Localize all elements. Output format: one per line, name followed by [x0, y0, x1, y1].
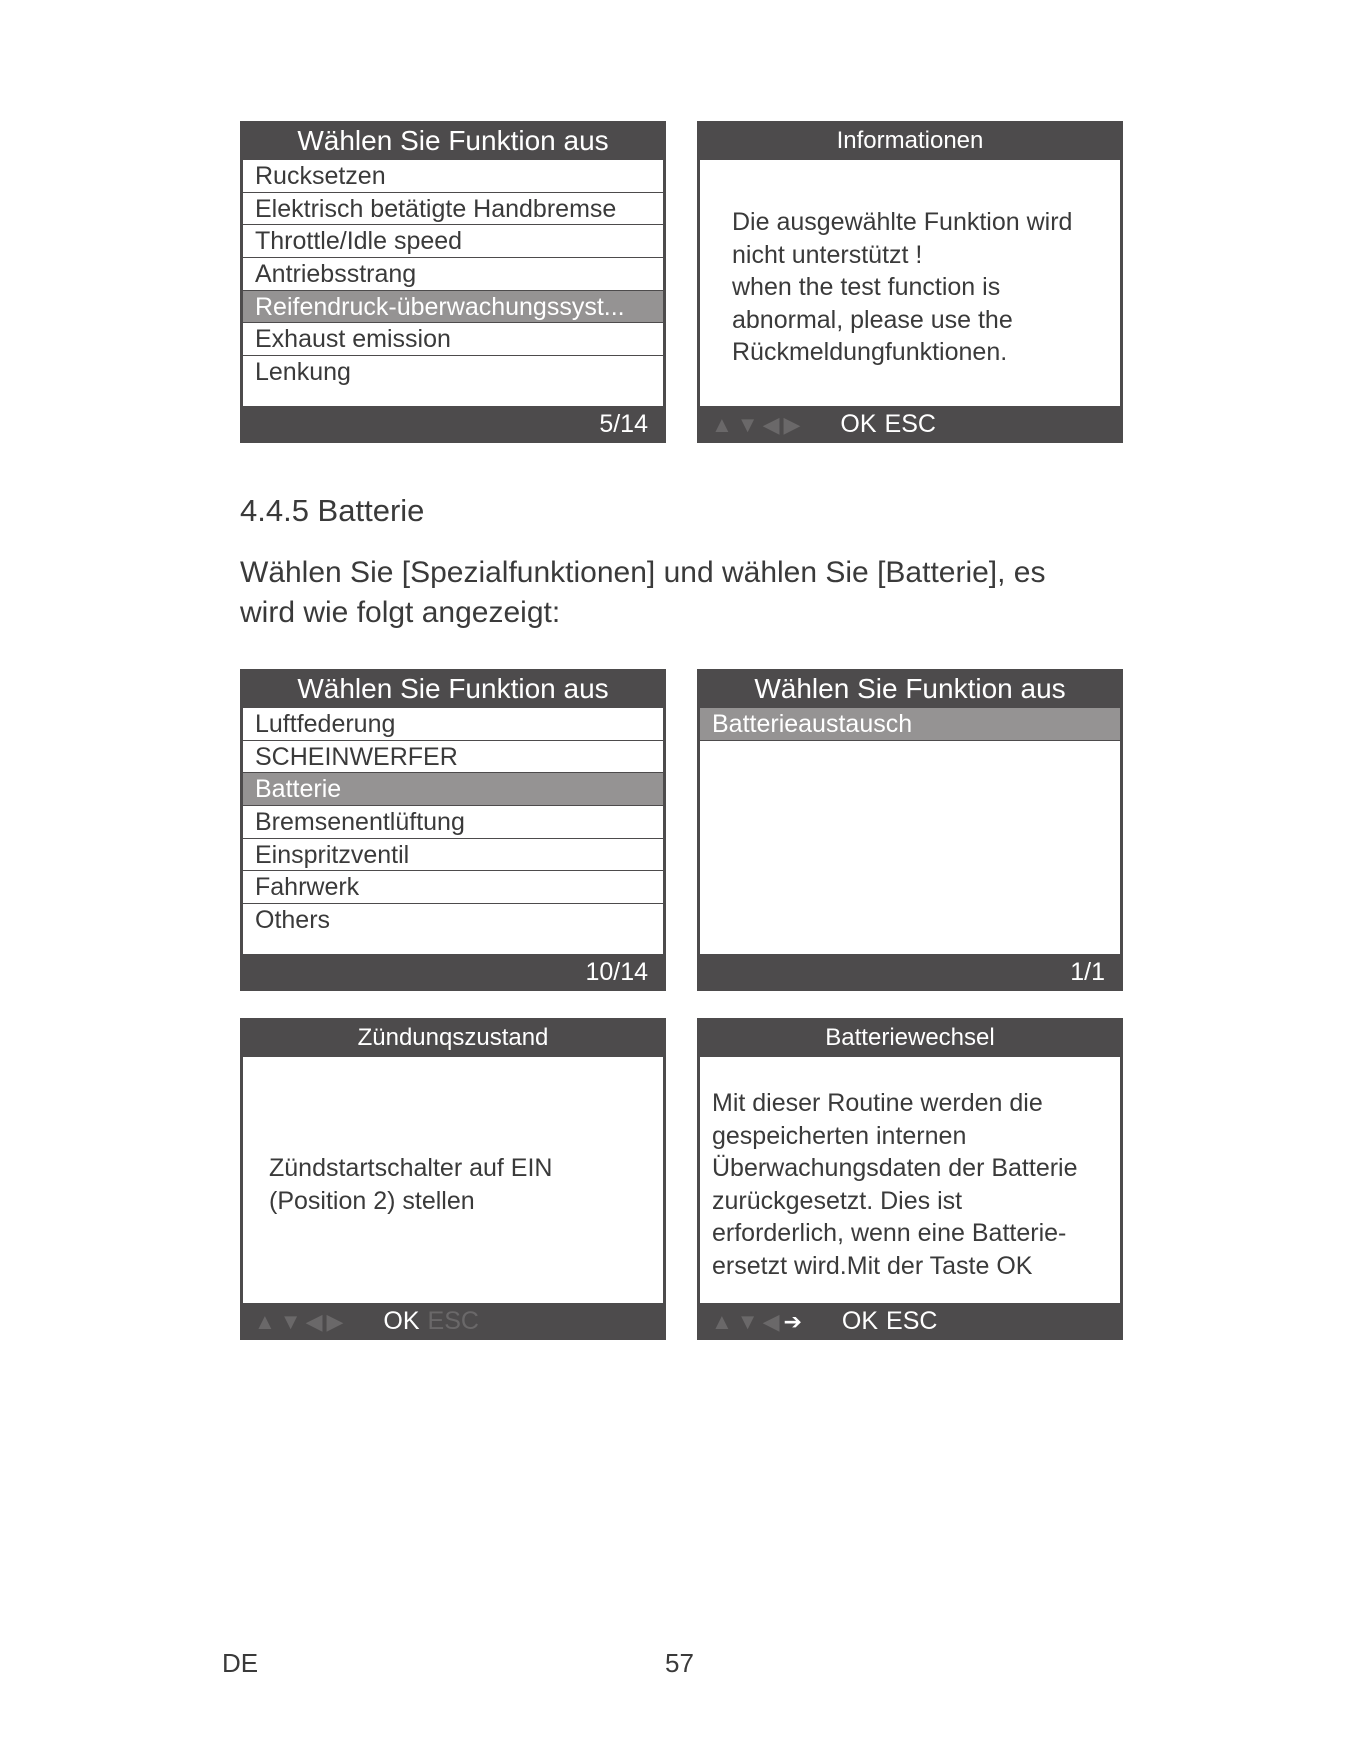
- message-line: Die ausgewählte Funktion wird: [732, 208, 1073, 236]
- screen-body: [700, 160, 1120, 406]
- list-item[interactable]: Exhaust emission: [243, 323, 663, 356]
- message-text: [712, 1087, 1078, 1282]
- screen-body: [243, 708, 663, 954]
- list-item[interactable]: Fahrwerk: [243, 871, 663, 904]
- pager: 5/14: [599, 410, 648, 438]
- page-number: 57: [665, 1648, 694, 1678]
- message-line: (Position 2) stellen: [269, 1186, 475, 1215]
- screen-footer: [240, 406, 666, 443]
- arrow-right-icon: ▶: [783, 412, 801, 437]
- message-line: Zündstartschalter auf EIN: [269, 1154, 553, 1182]
- message-text: [732, 206, 1072, 369]
- screen-title: Batteriewechsel: [825, 1024, 995, 1051]
- message-line: abnormal, please use the: [732, 305, 1013, 334]
- key-hints: [254, 1303, 479, 1340]
- section-paragraph: [240, 553, 1140, 633]
- pager: 10/14: [585, 958, 648, 986]
- arrow-up-icon: ▲: [254, 1309, 276, 1334]
- list-item[interactable]: Luftfederung: [243, 708, 663, 741]
- message-line: Mit dieser Routine werden die: [712, 1089, 1043, 1117]
- screen-title: Informationen: [836, 127, 984, 154]
- message-line: when the test function is: [732, 273, 1001, 301]
- screen-body: [243, 1057, 663, 1303]
- message-line: erforderlich, wenn eine Batterie-: [712, 1219, 1067, 1247]
- function-list: [243, 160, 663, 389]
- list-item[interactable]: SCHEINWERFER: [243, 741, 663, 774]
- esc-key[interactable]: ESC: [427, 1307, 479, 1335]
- message-line: gespeicherten internen: [712, 1121, 967, 1150]
- screen-title: Wählen Sie Funktion aus: [297, 125, 609, 156]
- screen-footer: [697, 954, 1123, 991]
- screen-information: [697, 121, 1123, 443]
- screen-footer: [697, 406, 1123, 443]
- arrow-down-icon: ▼: [736, 1309, 759, 1334]
- screen-ignition-state: [240, 1018, 666, 1340]
- arrow-left-icon: ◀: [762, 1309, 780, 1334]
- arrow-right-icon: ▶: [326, 1309, 344, 1334]
- screen-body: [243, 160, 663, 406]
- function-list: [700, 708, 1120, 741]
- esc-key[interactable]: ESC: [884, 410, 936, 438]
- list-item-selected[interactable]: Batterie: [243, 773, 663, 806]
- list-item[interactable]: Others: [255, 906, 331, 935]
- message-line: Rückmeldungfunktionen.: [732, 338, 1008, 366]
- section-heading: 4.4.5 Batterie: [240, 493, 425, 528]
- arrow-up-icon: ▲: [711, 412, 733, 437]
- screen-function-select-3: [697, 669, 1123, 991]
- ok-key[interactable]: OK: [383, 1307, 420, 1335]
- message-line: zurückgesetzt. Dies ist: [712, 1186, 963, 1215]
- list-item-selected[interactable]: Reifendruck-überwachungssyst...: [243, 291, 663, 324]
- arrow-left-icon: ◀: [762, 412, 780, 437]
- arrow-up-icon: ▲: [711, 1309, 733, 1334]
- screen-body: [700, 1057, 1120, 1303]
- screen-footer: [697, 1303, 1123, 1340]
- screen-title: Wählen Sie Funktion aus: [754, 673, 1066, 704]
- message-line: Überwachungsdaten der Batterie: [712, 1154, 1078, 1182]
- ok-key[interactable]: OK: [841, 1307, 879, 1335]
- arrow-down-icon: ▼: [736, 412, 759, 437]
- list-item[interactable]: Elektrisch betätigte Handbremse: [243, 193, 663, 226]
- function-list: [243, 708, 663, 937]
- arrow-left-icon: ◀: [305, 1309, 323, 1334]
- list-item[interactable]: Antriebsstrang: [243, 258, 663, 291]
- paragraph-line: wird wie folgt angezeigt:: [240, 596, 561, 629]
- screen-function-select-2: [240, 669, 666, 991]
- screen-footer: [240, 1303, 666, 1340]
- arrow-down-icon: ▼: [279, 1309, 302, 1334]
- key-hints: [711, 406, 936, 443]
- paragraph-line: Wählen Sie [Spezialfunktionen] und wählen Sie [Batterie], es: [240, 556, 1046, 589]
- message-text: [269, 1152, 552, 1217]
- list-item-selected[interactable]: Batterieaustausch: [700, 708, 1120, 741]
- key-hints: [711, 1303, 937, 1340]
- screen-body: [700, 708, 1120, 954]
- screen-battery-change: [697, 1018, 1123, 1340]
- list-item[interactable]: Rucksetzen: [243, 160, 663, 193]
- list-item[interactable]: Einspritzventil: [243, 839, 663, 872]
- list-item[interactable]: Bremsenentlüftung: [243, 806, 663, 839]
- message-line: nicht unterstützt !: [732, 240, 923, 269]
- list-item[interactable]: Throttle/Idle speed: [243, 225, 663, 258]
- screen-function-select-1: [240, 121, 666, 443]
- list-item[interactable]: Lenkung: [255, 358, 351, 387]
- arrow-right-icon[interactable]: ➔: [783, 1309, 802, 1334]
- esc-key[interactable]: ESC: [886, 1307, 938, 1335]
- screen-title: Wählen Sie Funktion aus: [297, 673, 609, 704]
- message-line: ersetzt wird.Mit der Taste OK: [712, 1251, 1033, 1280]
- screen-footer: [240, 954, 666, 991]
- ok-key[interactable]: OK: [840, 410, 877, 438]
- pager: 1/1: [1070, 958, 1105, 986]
- language-code: DE: [222, 1648, 259, 1678]
- screen-title: Zündunqszustand: [357, 1024, 549, 1051]
